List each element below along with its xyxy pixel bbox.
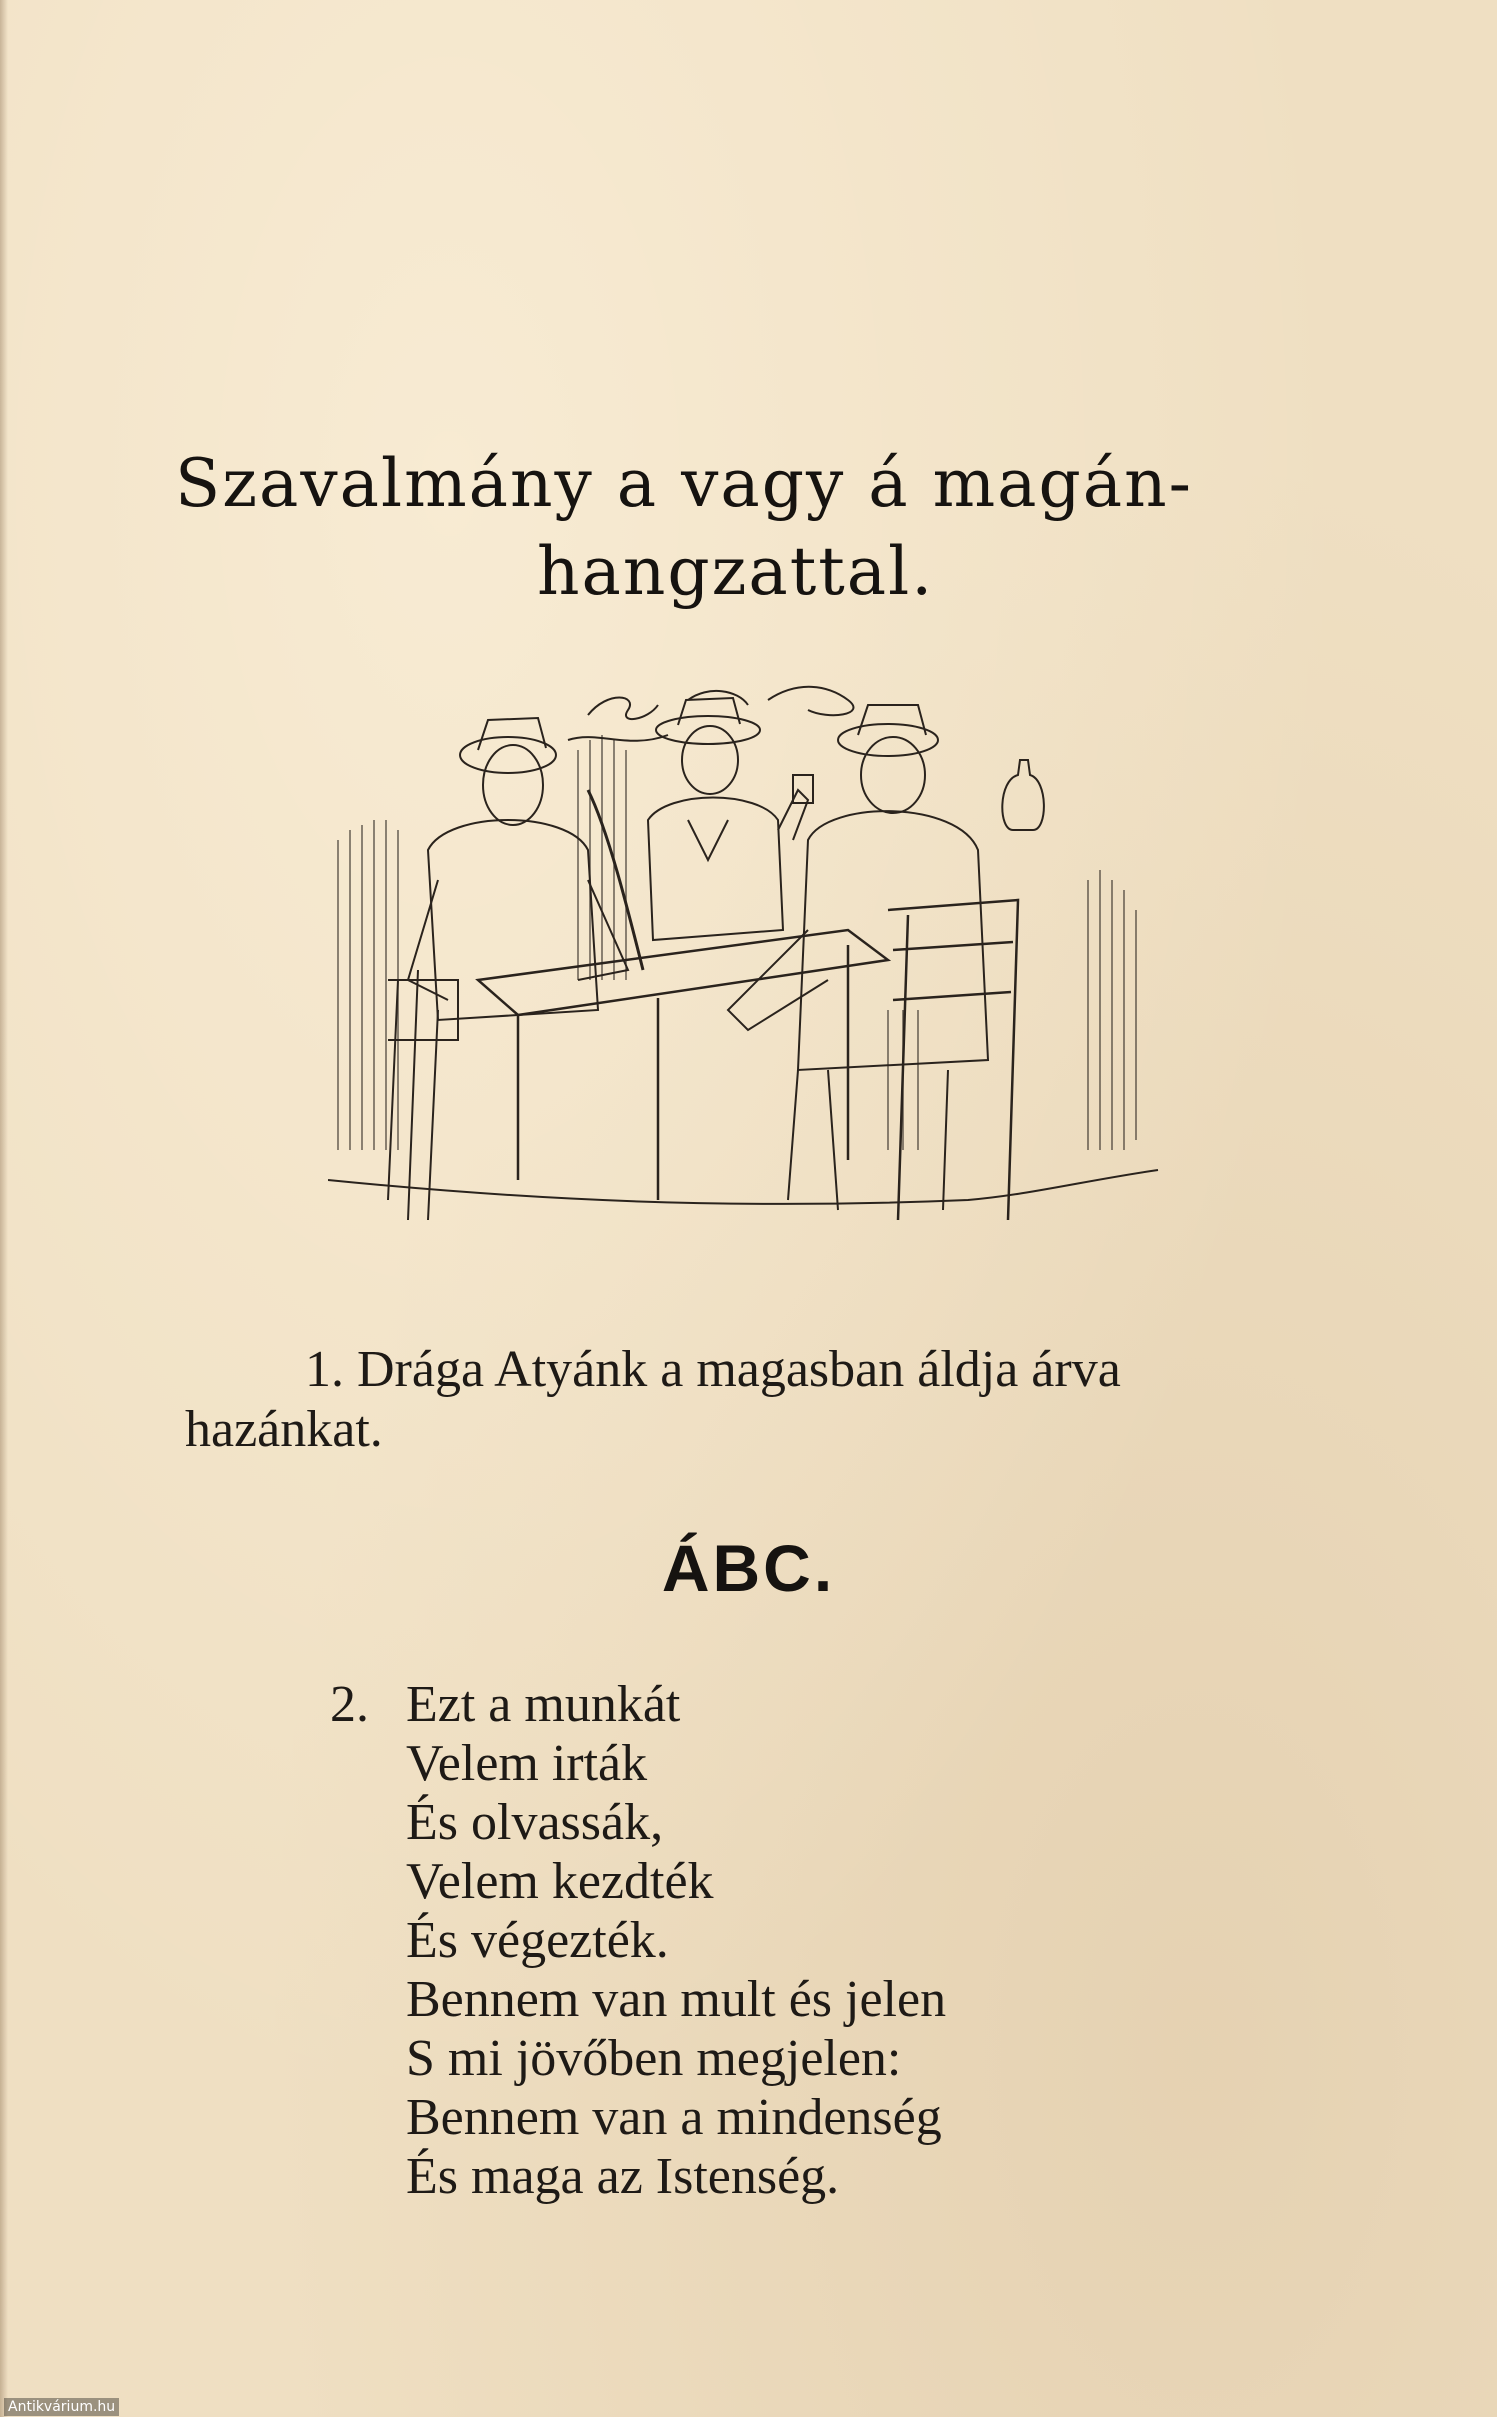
poem-line-4: Velem kezdték [406,1853,714,1910]
poem-line-3: És olvassák, [406,1794,664,1851]
smoke-swirls [568,687,853,741]
abc-heading: ÁBC. [661,1531,836,1605]
poem-line-8: Bennem van a mindenség [406,2089,942,2146]
poem-line-1 [330,1675,1330,1734]
poem-line-7: S mi jövőben megjelen: [406,2030,902,2087]
tavern-scene-illustration [328,680,1168,1240]
poem-line-6: Bennem van mult és jelen [406,1971,947,2028]
title-line-1: Szavalmány a vagy á magán- [175,445,1193,522]
poem [330,1675,1330,2206]
poem-line-2: Velem irták [406,1735,648,1792]
right-figure [728,705,988,1210]
left-figure [388,718,628,1220]
poem-line-text: Ezt a munkát [406,1676,681,1733]
paragraph-1 [185,1340,1325,1460]
floor-line [328,1170,1158,1204]
poem-line-5: És végezték. [406,1912,669,1969]
right-chair [888,900,1018,1220]
bottle [1002,760,1044,830]
page-title [175,440,1335,616]
poem-line-9: És maga az Istenség. [406,2148,840,2205]
paragraph-1-number: 1. [305,1341,344,1398]
paragraph-1-line-2: hazánkat. [185,1401,383,1458]
paragraph-1-line-1: Drága Atyánk a magasban áldja árva [357,1341,1121,1398]
center-figure [648,698,813,940]
table [478,930,888,1200]
poem-number: 2. [330,1676,369,1733]
antikvarium-watermark: Antikvárium.hu [4,2398,119,2416]
title-line-2: hangzattal. [537,533,935,610]
page-edge-shadow [0,0,8,2417]
